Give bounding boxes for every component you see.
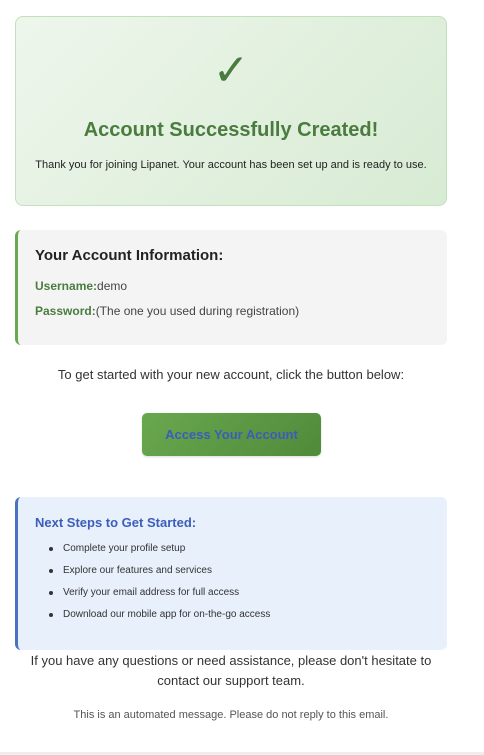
success-title: Account Successfully Created! [83, 119, 379, 141]
account-info-box [15, 230, 447, 345]
username-row [35, 279, 447, 294]
list-item: Verify your email address for full access [63, 587, 447, 599]
password-value: (The one you used during registration) [95, 304, 300, 318]
next-steps-list [35, 543, 447, 621]
footer-text: This is an automated message. Please do not reply to this email. [73, 709, 389, 721]
success-message: Thank you for joining Lipanet. Your account has been set up and is ready to use. [35, 159, 427, 171]
email-content [15, 16, 447, 721]
next-steps-title: Next Steps to Get Started: [35, 515, 197, 530]
list-item: Complete your profile setup [63, 543, 447, 555]
access-account-button[interactable]: Access Your Account [142, 413, 321, 456]
list-item: Explore our features and services [63, 565, 447, 577]
checkmark-icon: ✓ [212, 45, 250, 96]
password-label: Password: [35, 304, 96, 318]
intro-text: To get started with your new account, click the button below: [57, 367, 405, 382]
username-value: demo [97, 279, 128, 293]
help-text: If you have any questions or need assistance, please don't hesitate to contact our support team. [30, 653, 432, 688]
account-info-title: Your Account Information: [35, 247, 224, 264]
list-item: Download our mobile app for on-the-go access [63, 609, 447, 621]
success-banner [15, 16, 447, 206]
next-steps-box [15, 497, 447, 650]
username-label: Username: [35, 279, 98, 293]
password-row [35, 304, 447, 319]
